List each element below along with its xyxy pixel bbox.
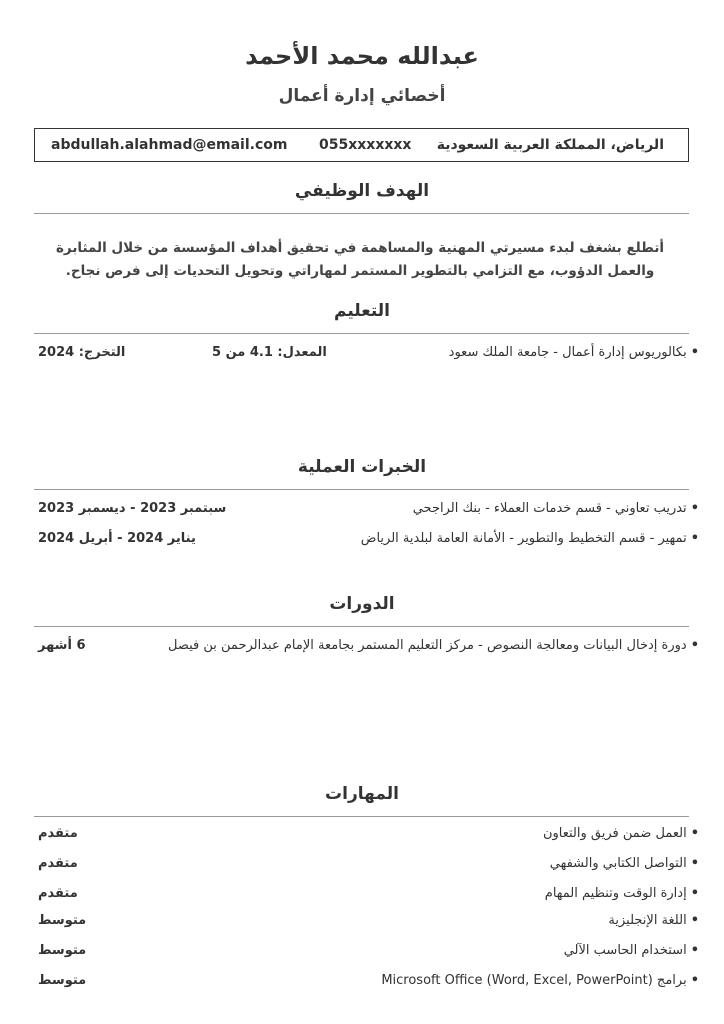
skill-name: التواصل الكتابي والشفهي — [549, 856, 687, 871]
courses-heading: الدورات — [329, 594, 395, 614]
experience-item — [34, 501, 699, 521]
contact-box — [34, 128, 689, 162]
experience-divider — [34, 489, 689, 490]
skill-item — [34, 886, 699, 906]
skill-level: متوسط — [38, 973, 87, 988]
education-divider — [34, 333, 689, 334]
bullet-icon: • — [690, 826, 699, 841]
skill-name-wrap — [545, 886, 699, 901]
skill-level: متقدم — [38, 856, 78, 871]
skill-level: متقدم — [38, 886, 78, 901]
candidate-name: عبدالله محمد الأحمد — [245, 42, 479, 70]
education-degree-wrap — [449, 345, 699, 360]
skill-name-wrap — [608, 913, 699, 928]
bullet-icon: • — [690, 886, 699, 901]
contact-phone: 055xxxxxxx — [319, 137, 412, 153]
skill-name-wrap — [550, 856, 699, 871]
skill-name: إدارة الوقت وتنظيم المهام — [544, 886, 687, 901]
experience-role-wrap — [361, 531, 699, 546]
candidate-title: أخصائي إدارة أعمال — [278, 86, 446, 106]
bullet-icon: • — [690, 973, 699, 988]
bullet-icon: • — [690, 531, 699, 546]
bullet-icon: • — [690, 943, 699, 958]
courses-divider — [34, 626, 689, 627]
skill-name-wrap — [381, 973, 699, 988]
bullet-icon: • — [690, 638, 699, 653]
skill-item — [34, 943, 699, 963]
experience-role: تدريب تعاوني - قسم خدمات العملاء - بنك الراجحي — [412, 501, 687, 516]
objective-divider — [34, 213, 689, 214]
education-heading: التعليم — [334, 301, 390, 321]
bullet-icon: • — [690, 913, 699, 928]
bullet-icon: • — [690, 501, 699, 516]
course-name-wrap — [168, 638, 699, 653]
course-duration: 6 أشهر — [38, 638, 86, 653]
education-graduation: التخرج: 2024 — [38, 345, 126, 360]
skill-name: اللغة الإنجليزية — [608, 913, 687, 928]
course-name: دورة إدخال البيانات ومعالجة النصوص - مركز التعليم المستمر بجامعة الإمام عبدالرحمن بن فيصل — [168, 638, 687, 653]
skill-level: متقدم — [38, 826, 78, 841]
contact-address: الرياض، المملكة العربية السعودية — [436, 137, 664, 153]
skill-item — [34, 826, 699, 846]
bullet-icon: • — [690, 856, 699, 871]
skill-item — [34, 856, 699, 876]
skill-item — [34, 973, 699, 993]
education-gpa: المعدل: 4.1 من 5 — [212, 345, 327, 360]
skills-heading: المهارات — [325, 784, 399, 804]
skill-name-wrap — [564, 943, 699, 958]
course-item — [34, 638, 699, 658]
experience-role: تمهير - قسم التخطيط والتطوير - الأمانة العامة لبلدية الرياض — [360, 531, 687, 546]
education-degree: بكالوريوس إدارة أعمال - جامعة الملك سعود — [448, 345, 687, 360]
skill-name: العمل ضمن فريق والتعاون — [542, 826, 687, 841]
experience-item — [34, 531, 699, 551]
skill-name: استخدام الحاسب الآلي — [563, 943, 687, 958]
skill-item — [34, 913, 699, 933]
skill-name-wrap — [543, 826, 699, 841]
skill-level: متوسط — [38, 913, 87, 928]
skill-name: برامج Microsoft Office (Word, Excel, PowerPoint) — [381, 973, 687, 988]
experience-role-wrap — [413, 501, 699, 516]
experience-period: سبتمبر 2023 - ديسمبر 2023 — [38, 501, 227, 516]
experience-period: يناير 2024 - أبريل 2024 — [38, 531, 196, 546]
skill-level: متوسط — [38, 943, 87, 958]
experience-heading: الخبرات العملية — [297, 457, 427, 477]
objective-text: أتطلع بشغف لبدء مسيرتي المهنية والمساهمة في تحقيق أهداف المؤسسة من خلال المثابرة والعمل الدؤوب، مع التزامي بالتطوير المستمر لمهاراتي وتحويل التحديات إلى فرص نجاح. — [55, 240, 665, 279]
education-item — [34, 345, 699, 365]
skills-divider — [34, 816, 689, 817]
bullet-icon: • — [690, 345, 699, 360]
objective-heading: الهدف الوظيفي — [294, 181, 430, 201]
contact-email: abdullah.alahmad@email.com — [51, 137, 288, 153]
